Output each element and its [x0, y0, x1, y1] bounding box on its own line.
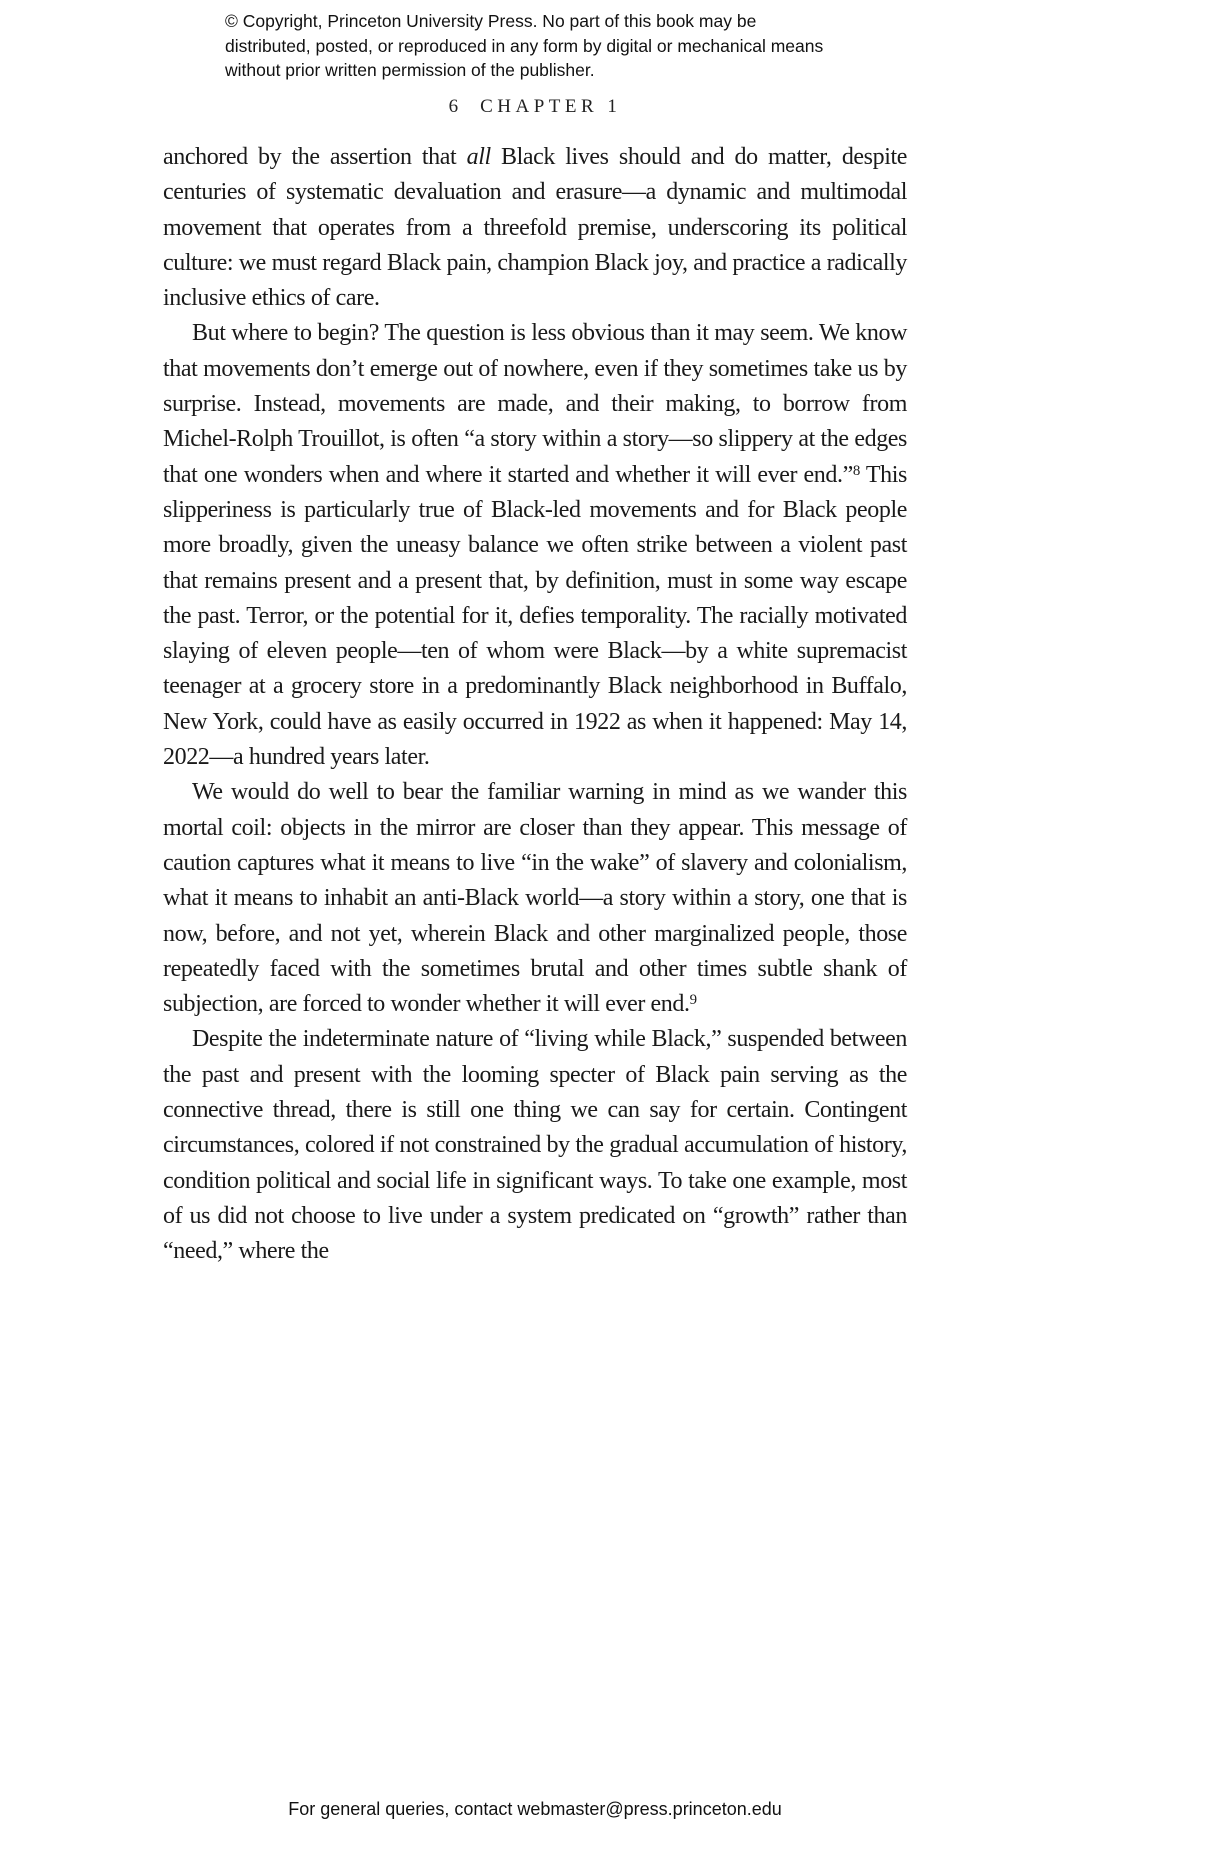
text-run: Black lives should and do matter, despite centuries of systematic devaluation and erasure—a dynamic and multimodal movement that operates from a threefold premise, underscoring its political culture: we must regard Black pain, champion Black joy, and practice a radically inclusive ethics of care.	[163, 144, 907, 312]
text-run: This slipperiness is particularly true of Black-led movements and for Black people more broadly, given the uneasy balance we often strike between a violent past that remains present and a present that, by definition, must in some way escape the past. Terror, or the potential for it, defies temporality. The racially motivated slaying of eleven people—ten of whom were Black—by a white supremacist teenager at a grocery store in a predominantly Black neighborhood in Buffalo, New York, could have as easily occurred in 1922 as when it happened: May 14, 2022—a hundred years later.	[163, 461, 907, 771]
footnote-ref[interactable]: 9	[689, 992, 697, 1009]
paragraph	[163, 140, 907, 316]
text-run: Despite the indeterminate nature of “living while Black,” suspended between the past and present with the looming specter of Black pain serving as the connective thread, there is still one thing we can say for certain. Contingent circumstances, colored if not constrained by the gradual accumulation of history, condition political and social life in significant ways. To take one example, most of us did not choose to live under a system predicated on “growth” rather than “need,” where the	[163, 1026, 907, 1265]
footnote-ref[interactable]: 8	[852, 462, 860, 479]
paragraph	[163, 1022, 907, 1269]
paragraph	[163, 316, 907, 775]
copyright-notice: © Copyright, Princeton University Press. No part of this book may be distributed, posted, or reproduced in any form by digital or mechanical means without prior written permission of the publisher.	[225, 11, 824, 80]
footer-email-link[interactable]: webmaster@press.princeton.edu	[517, 1799, 782, 1819]
emphasis-text: all	[466, 144, 491, 170]
paragraph	[163, 775, 907, 1022]
page-footer	[163, 1799, 907, 1820]
chapter-label: CHAPTER 1	[480, 96, 622, 117]
footer-contact-text: For general queries, contact	[288, 1799, 518, 1819]
text-run: But where to begin? The question is less obvious than it may seem. We know that movements don’t emerge out of nowhere, even if they sometimes take us by surprise. Instead, movements are made, and their making, to borrow from Michel-Rolph Trouillot, is often “a story within a story—so slippery at the edges that one wonders when and where it started and whether it will ever end.”	[163, 320, 907, 488]
body-text	[163, 140, 907, 1270]
text-run: anchored by the assertion that	[163, 144, 467, 170]
running-head	[163, 96, 907, 118]
page-number: 6	[448, 96, 461, 117]
text-run: We would do well to bear the familiar warning in mind as we wander this mortal coil: objects in the mirror are closer than they appear. This message of caution captures what it means to live “in the wake” of slavery and colonialism, what it means to inhabit an anti-Black world—a story within a story, one that is now, before, and not yet, wherein Black and other marginalized people, those repeatedly faced with the sometimes brutal and other times subtle shank of subjection, are forced to wonder whether it will ever end.	[163, 779, 907, 1018]
